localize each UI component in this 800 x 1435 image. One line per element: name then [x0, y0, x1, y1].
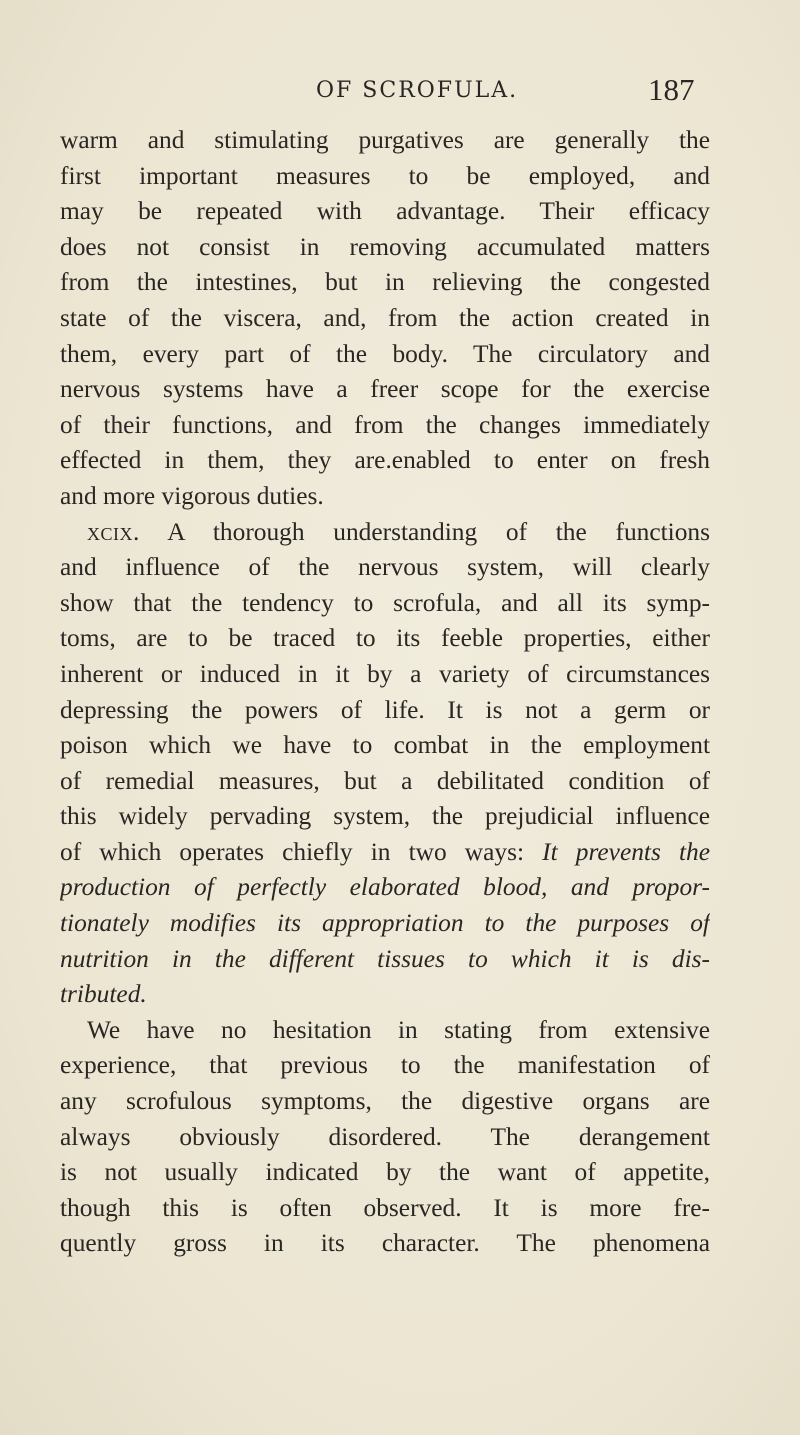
text-line: depressing the powers of life. It is not a germ or: [60, 695, 710, 724]
text-line: this widely pervading system, the prejudicial influence: [60, 802, 710, 831]
page-number: 187: [648, 72, 695, 107]
text-line: though this is often observed. It is more fre-: [60, 1193, 710, 1222]
text-line: from the intestines, but in relieving the congested: [60, 268, 710, 297]
text-line: quently gross in its character. The phenomena: [60, 1229, 710, 1258]
text-line: does not consist in removing accumulated matters: [60, 232, 710, 261]
text-line: and more vigorous duties.: [60, 481, 324, 510]
text-line: toms, are to be traced to its feeble properties, either: [60, 624, 710, 653]
text-line: warm and stimulating purgatives are generally the: [60, 126, 710, 154]
italic-line: tionately modifies its appropriation to the purposes of: [60, 909, 710, 938]
text-line: of remedial measures, but a debilitated condition of: [60, 766, 710, 795]
text-line: experience, that previous to the manifestation of: [60, 1051, 710, 1080]
paragraph-start-line: We have no hesitation in stating from extensive: [87, 1015, 710, 1044]
section-marker: xcix.: [87, 517, 140, 546]
running-head: OF SCROFULA.: [316, 78, 519, 103]
text-line: show that the tendency to scrofula, and all its symp-: [60, 588, 710, 617]
text-line: of their functions, and from the changes immediately: [60, 410, 710, 439]
text-line: always obviously disordered. The derangement: [60, 1122, 710, 1151]
text-line: and influence of the nervous system, will clearly: [60, 553, 710, 582]
italic-line: production of perfectly elaborated blood, and propor-: [60, 873, 710, 902]
text-line: is not usually indicated by the want of appetite,: [60, 1158, 710, 1187]
mixed-style-line: [60, 835, 710, 871]
text-line: nervous systems have a freer scope for the exercise: [60, 375, 710, 404]
body-text: [60, 123, 710, 1262]
italic-line: tributed.: [60, 980, 147, 1009]
italic-line: nutrition in the different tissues to which it is dis-: [60, 944, 710, 973]
italic-fragment: It prevents the: [542, 837, 710, 866]
text-line: may be repeated with advantage. Their efficacy: [60, 197, 710, 226]
text-line: first important measures to be employed, and: [60, 161, 710, 190]
text-fragment: of which operates chiefly in two ways:: [60, 837, 525, 866]
page-header: [0, 72, 800, 112]
paragraph-start-line: [60, 515, 710, 551]
text-line: effected in them, they are.enabled to enter on fresh: [60, 446, 710, 475]
text-line: them, every part of the body. The circulatory and: [60, 339, 710, 368]
text-line: poison which we have to combat in the employment: [60, 731, 710, 760]
text-fragment: A thorough understanding of the functions: [167, 517, 710, 546]
text-line: state of the viscera, and, from the action created in: [60, 303, 710, 332]
text-line: any scrofulous symptoms, the digestive organs are: [60, 1087, 710, 1116]
text-line: inherent or induced in it by a variety of circumstances: [60, 659, 710, 688]
